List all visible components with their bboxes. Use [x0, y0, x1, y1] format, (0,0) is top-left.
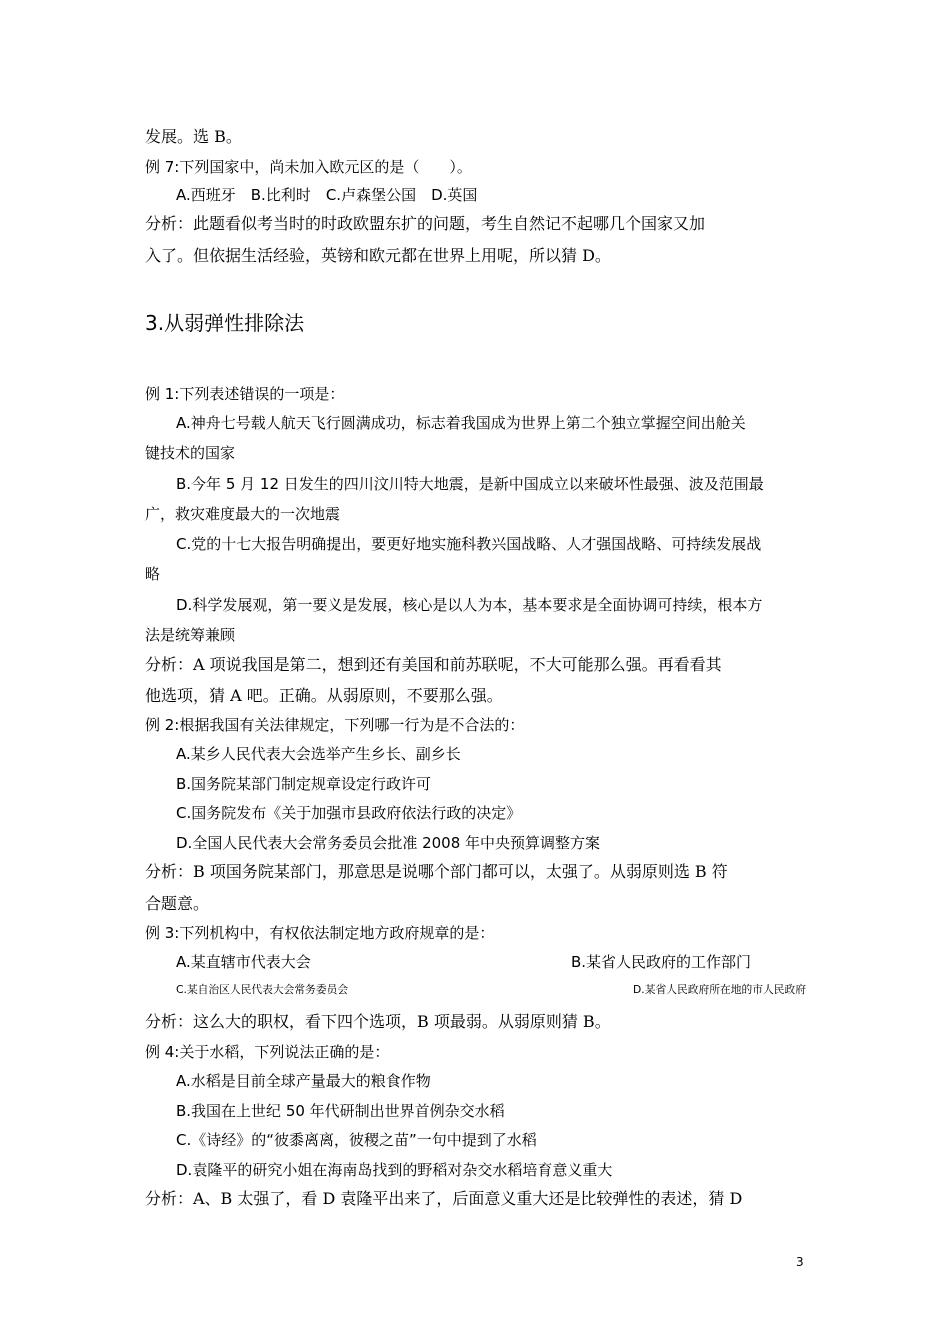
option-line: A.某乡人民代表大会选举产生乡长、副乡长: [176, 745, 461, 763]
option-row: [176, 953, 752, 971]
question-line: 例 1:下列表述错误的一项是：: [145, 385, 345, 403]
option-b: B.某省人民政府的工作部门: [571, 953, 752, 971]
option-c: C.某自治区人民代表大会常务委员会: [176, 983, 349, 996]
question-line: 例 4:关于水稻，下列说法正确的是：: [145, 1043, 390, 1061]
option-continuation: 略: [145, 565, 161, 583]
option-a: A.某直辖市代表大会: [176, 953, 311, 971]
option-line: B.国务院某部门制定规章设定行政许可: [176, 775, 432, 793]
option-line: D.科学发展观，第一要义是发展，核心是以人为本，基本要求是全面协调可持续，根本方: [176, 596, 763, 614]
option-d: D.某省人民政府所在地的市人民政府: [633, 983, 806, 996]
analysis-line: 分析：A 项说我国是第二，想到还有美国和前苏联呢，不大可能那么强。再看看其: [145, 655, 722, 674]
analysis-line: 分析：这么大的职权，看下四个选项，B 项最弱。从弱原则猜 B。: [145, 1012, 611, 1031]
analysis-line: 分析：B 项国务院某部门，那意思是说哪个部门都可以，太强了。从弱原则选 B 符: [145, 862, 728, 881]
text-line: 发展。选 B。: [145, 127, 242, 146]
option-line: D.全国人民代表大会常务委员会批准 2008 年中央预算调整方案: [176, 834, 601, 852]
option-line: B.今年 5 月 12 日发生的四川汶川特大地震，是新中国成立以来破坏性最强、波及范围最: [176, 475, 764, 493]
question-line: 例 3:下列机构中，有权依法制定地方政府规章的是：: [145, 924, 495, 942]
analysis-line: 入了。但依据生活经验，英镑和欧元都在世界上用呢，所以猜 D。: [145, 246, 611, 265]
analysis-line: 他选项，猜 A 吧。正确。从弱原则，不要那么强。: [145, 686, 503, 705]
analysis-line: 合题意。: [145, 894, 210, 913]
option-line: B.我国在上世纪 50 年代研制出世界首例杂交水稻: [176, 1102, 505, 1120]
options-line: A.西班牙 B.比利时 C.卢森堡公国 D.英国: [176, 186, 478, 204]
analysis-line: 分析：此题看似考当时的时政欧盟东扩的问题，考生自然记不起哪几个国家又加: [145, 214, 706, 233]
section-heading: 3.从弱弹性排除法: [145, 311, 305, 335]
option-row: [176, 983, 806, 996]
question-line: 例 7:下列国家中，尚未加入欧元区的是（ ）。: [145, 158, 472, 176]
option-continuation: 法是统筹兼顾: [145, 626, 236, 644]
analysis-line: 分析：A、B 太强了，看 D 袁隆平出来了，后面意义重大还是比较弹性的表述，猜 D: [145, 1189, 743, 1208]
option-line: D.袁隆平的研究小姐在海南岛找到的野稻对杂交水稻培育意义重大: [176, 1161, 613, 1179]
option-line: C.党的十七大报告明确提出，要更好地实施科教兴国战略、人才强国战略、可持续发展战: [176, 535, 762, 553]
page-number: 3: [796, 1255, 804, 1269]
option-line: C.《诗经》的“彼黍离离，彼稷之苗”一句中提到了水稻: [176, 1131, 537, 1149]
question-line: 例 2:根据我国有关法律规定，下列哪一行为是不合法的：: [145, 716, 525, 734]
option-continuation: 键技术的国家: [145, 444, 236, 462]
option-continuation: 广，救灾难度最大的一次地震: [145, 505, 341, 523]
option-line: A.水稻是目前全球产量最大的粮食作物: [176, 1072, 431, 1090]
option-line: C.国务院发布《关于加强市县政府依法行政的决定》: [176, 804, 522, 822]
option-line: A.神舟七号载人航天飞行圆满成功，标志着我国成为世界上第二个独立掌握空间出舱关: [176, 414, 746, 432]
